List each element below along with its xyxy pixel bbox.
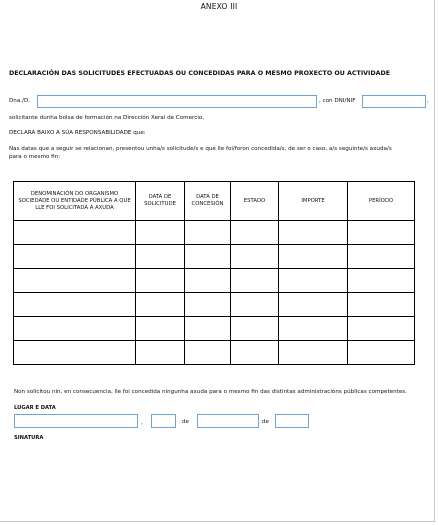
table-cell[interactable]: [136, 341, 185, 365]
table-cell[interactable]: [14, 221, 136, 245]
table-cell[interactable]: [185, 293, 231, 317]
table-cell[interactable]: [185, 221, 231, 245]
table-cell[interactable]: [279, 221, 348, 245]
table-cell[interactable]: [185, 317, 231, 341]
table-cell[interactable]: [136, 269, 185, 293]
table-cell[interactable]: [231, 221, 279, 245]
dni-field[interactable]: [362, 95, 426, 108]
table-cell[interactable]: [279, 293, 348, 317]
no-aid-text: Non solicitou nin, en consecuencia, lle foi concedida ningunha axuda para o mesmo fin das distintas administracións públicas competentes.: [14, 389, 407, 395]
trailing-comma: ,: [427, 98, 429, 104]
table-row: [14, 221, 415, 245]
table-cell[interactable]: [231, 317, 279, 341]
declaration-label: DECLARA BAIXO A SÚA RESPONSABILIDADE que:: [9, 130, 146, 136]
de-label-1: de: [182, 419, 189, 425]
table-cell[interactable]: [279, 341, 348, 365]
requester-text: solicitante dunha bolsa de formación na Dirección Xeral de Comercio,: [9, 115, 205, 121]
table-cell[interactable]: [348, 341, 415, 365]
de-label-2: de: [262, 419, 269, 425]
table-cell[interactable]: [185, 341, 231, 365]
table-row: [14, 341, 415, 365]
table-cell[interactable]: [348, 221, 415, 245]
signature-label: SINATURA: [14, 435, 44, 441]
document-title: DECLARACIÓN DAS SOLICITUDES EFECTUADAS OU CONCEDIDAS PARA O MESMO PROXECTO OU ACTIVIDADE: [9, 70, 391, 77]
table-cell[interactable]: [185, 245, 231, 269]
table-cell[interactable]: [136, 317, 185, 341]
header-status: ESTADO: [231, 182, 279, 221]
table-cell[interactable]: [136, 221, 185, 245]
table-cell[interactable]: [185, 269, 231, 293]
dni-label: , con DNI/NIF: [319, 98, 356, 104]
aids-table: [13, 181, 415, 365]
table-cell[interactable]: [14, 317, 136, 341]
table-row: [14, 293, 415, 317]
annex-label: ANEXO III: [200, 2, 238, 11]
header-period: PERÍODO: [348, 182, 415, 221]
place-date-label: LUGAR E DATA: [14, 405, 56, 411]
header-organism: DENOMINACIÓN DO ORGANISMO SOCIEDADE OU ENTIDADE PÚBLICA A QUE LLE FOI SOLICITADA A AXUDA: [14, 182, 136, 221]
month-field[interactable]: [197, 414, 259, 428]
place-field[interactable]: [14, 414, 138, 428]
table-cell[interactable]: [348, 245, 415, 269]
table-row: [14, 269, 415, 293]
table-cell[interactable]: [14, 245, 136, 269]
table-cell[interactable]: [14, 341, 136, 365]
intro-text: Nas datas que a seguir se relacionan, presentou unha/s solicitude/s e que lle foi/foron concedida/s, de ser o caso, a/s seguinte/s axuda/s para o mesmo fin:: [9, 146, 392, 160]
name-label: Dna./D.: [9, 98, 31, 104]
table-cell[interactable]: [231, 269, 279, 293]
table-cell[interactable]: [348, 317, 415, 341]
table-header-row: [14, 182, 415, 221]
table-row: [14, 245, 415, 269]
table-cell[interactable]: [231, 293, 279, 317]
table-row: [14, 317, 415, 341]
table-cell[interactable]: [348, 293, 415, 317]
table-cell[interactable]: [231, 245, 279, 269]
table-cell[interactable]: [231, 341, 279, 365]
table-cell[interactable]: [136, 245, 185, 269]
day-field[interactable]: [151, 414, 176, 428]
table-cell[interactable]: [348, 269, 415, 293]
header-amount: IMPORTE: [279, 182, 348, 221]
table-cell[interactable]: [279, 269, 348, 293]
header-request-date: DATA DE SOLICITUDE: [136, 182, 185, 221]
table-cell[interactable]: [279, 245, 348, 269]
table-cell[interactable]: [136, 293, 185, 317]
place-separator: ,: [141, 420, 143, 426]
table-cell[interactable]: [279, 317, 348, 341]
table-cell[interactable]: [14, 269, 136, 293]
year-field[interactable]: [275, 414, 309, 428]
table-cell[interactable]: [14, 293, 136, 317]
header-grant-date: DATA DE CONCESIÓN: [185, 182, 231, 221]
name-field[interactable]: [37, 95, 317, 108]
